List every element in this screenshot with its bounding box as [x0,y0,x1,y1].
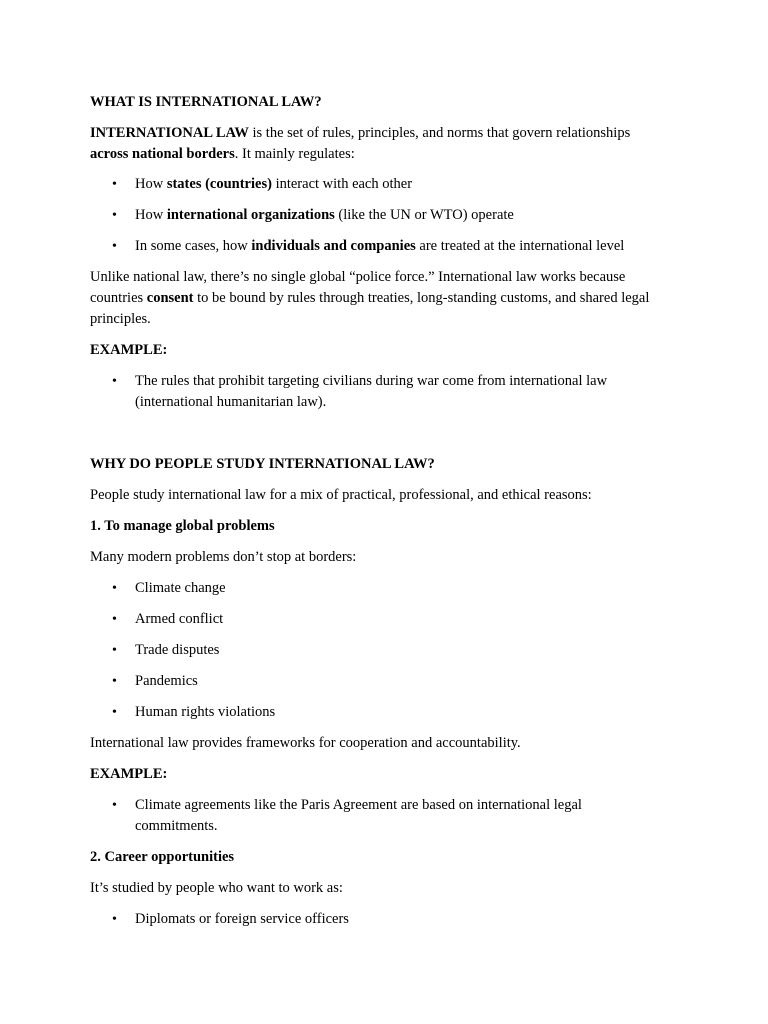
body-paragraph: It’s studied by people who want to work as: [90,880,343,896]
bullet-icon: • [112,643,117,658]
heading-text: WHY DO PEOPLE STUDY INTERNATIONAL LAW? [90,456,435,472]
example-label [90,764,690,785]
body-paragraph [90,267,678,330]
list-item-bold: international organizations [166,207,335,223]
para-text-a: Unlike national law, there’s no single global “police force.” International law works because countries [90,269,626,306]
list-item-text: Human rights violations [135,704,276,720]
intro-bold-b: across national borders [90,146,235,162]
list-item-post: interact with each other [271,176,413,192]
list-item-text [135,236,690,257]
section-heading [90,92,690,113]
bullet-icon: • [112,581,117,596]
list-item-text: The rules that prohibit targeting civilians during war come from international law (international humanitarian law). [135,373,608,410]
subsection-title-text: 2. Career opportunities [90,849,235,865]
bullet-icon: • [112,912,117,927]
intro-paragraph [90,123,660,165]
list-item-text: Armed conflict [135,611,224,627]
list-item-post: (like the UN or WTO) operate [334,207,514,223]
body-paragraph: Many modern problems don’t stop at borders: [90,549,357,565]
subsection-title [90,847,690,868]
bullet-icon: • [112,612,117,627]
list-item-text: Climate agreements like the Paris Agreement are based on international legal commitments. [135,797,582,834]
heading-text: WHAT IS INTERNATIONAL LAW? [90,94,322,110]
list-item-pre: How [135,176,167,192]
bullet-icon: • [112,374,117,389]
list-item-text: Trade disputes [135,642,220,658]
list-item-pre: In some cases, how [135,238,252,254]
list-item-text [135,205,690,226]
list-item-text [135,174,690,195]
para-bold: consent [146,290,194,306]
bullet-icon: • [112,674,117,689]
body-paragraph: People study international law for a mix of practical, professional, and ethical reasons: [90,487,592,503]
bullet-icon: • [112,239,117,254]
section-heading [90,454,690,475]
example-label-text: EXAMPLE: [90,342,168,358]
intro-text-a: is the set of rules, principles, and norms that govern relationships [248,125,631,141]
example-label-text: EXAMPLE: [90,766,168,782]
subsection-title-text: 1. To manage global problems [90,518,275,534]
list-item-bold: individuals and companies [251,238,416,254]
intro-text-c: . It mainly regulates: [234,146,355,162]
bullet-icon: • [112,177,117,192]
bullet-icon: • [112,208,117,223]
list-item-text: Diplomats or foreign service officers [135,911,349,927]
list-item-text: Pandemics [135,673,198,689]
para-text-b: to be bound by rules through treaties, long-standing customs, and shared legal principles. [90,290,650,327]
list-item-text: Climate change [135,580,226,596]
example-label [90,340,690,361]
bullet-icon: • [112,798,117,813]
bullet-icon: • [112,705,117,720]
list-item-bold: states (countries) [166,176,272,192]
subsection-title [90,516,690,537]
body-paragraph: International law provides frameworks for cooperation and accountability. [90,735,521,751]
list-item-post: are treated at the international level [415,238,625,254]
list-item-pre: How [135,207,167,223]
term-bold: INTERNATIONAL LAW [90,125,249,141]
